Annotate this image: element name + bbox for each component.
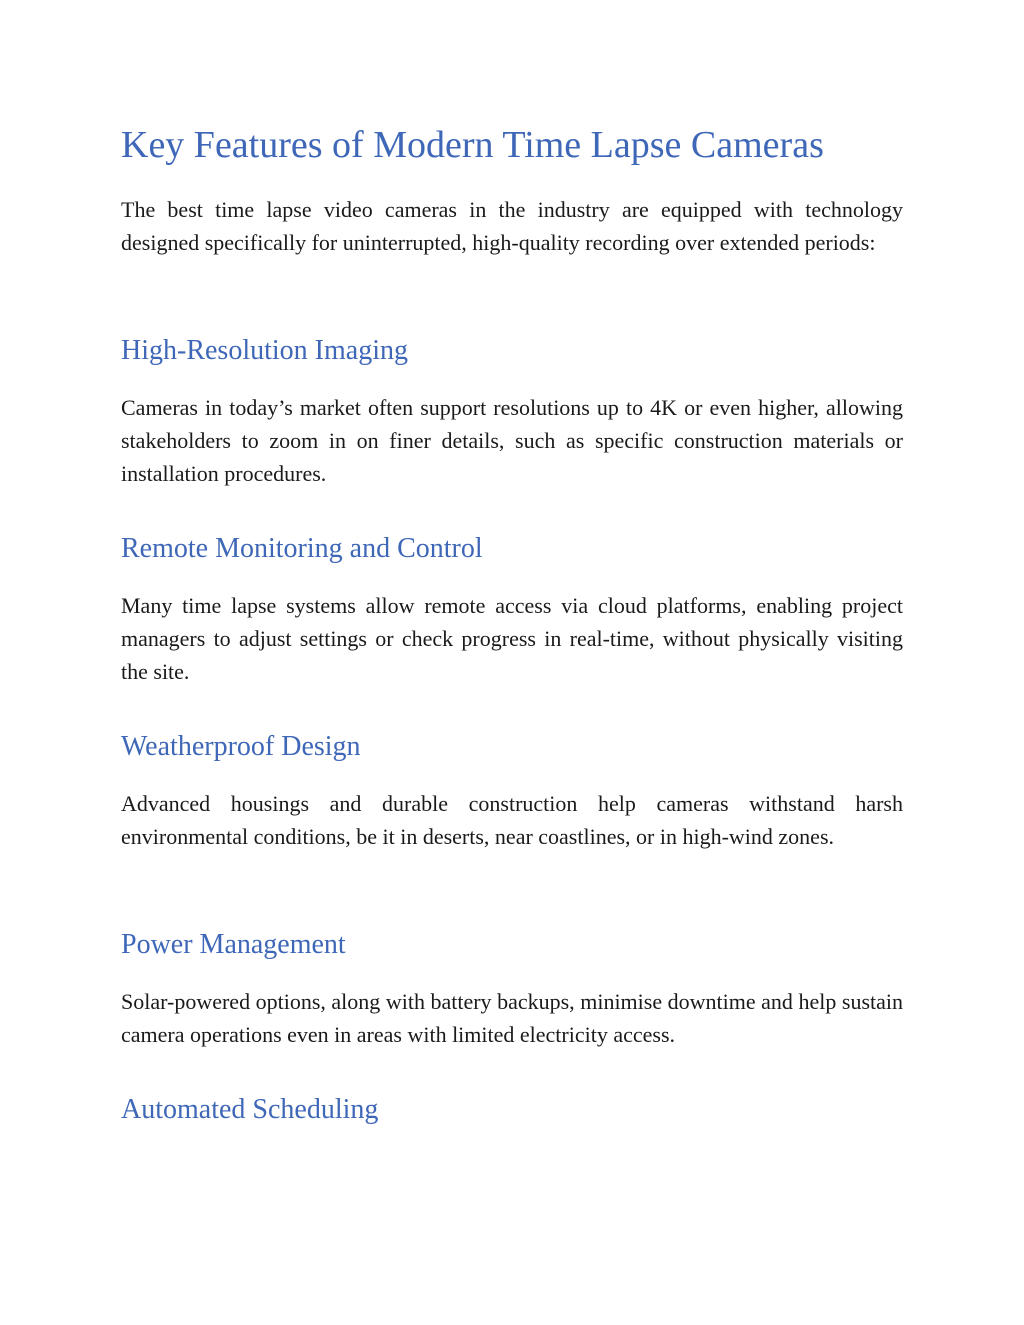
- section-heading-remote-monitoring: Remote Monitoring and Control: [121, 533, 483, 564]
- page-title: Key Features of Modern Time Lapse Cameras: [121, 124, 824, 166]
- section-heading-power-management: Power Management: [121, 929, 346, 960]
- section-heading-automated-scheduling: Automated Scheduling: [121, 1094, 379, 1125]
- intro-paragraph: The best time lapse video cameras in the industry are equipped with technology designed specifically for uninterrupted, high-quality recording over extended periods:: [121, 197, 903, 255]
- section-body-power-management: Solar-powered options, along with battery backups, minimise downtime and help sustain camera operations even in areas with limited electricity access.: [121, 989, 903, 1047]
- section-body-weatherproof-design: Advanced housings and durable construction help cameras withstand harsh environmental conditions, be it in deserts, near coastlines, or in high-wind zones.: [121, 791, 903, 849]
- section-body-remote-monitoring: Many time lapse systems allow remote access via cloud platforms, enabling project managers to adjust settings or check progress in real-time, without physically visiting the site.: [121, 593, 903, 684]
- section-body-high-resolution-imaging: Cameras in today’s market often support resolutions up to 4K or even higher, allowing stakeholders to zoom in on finer details, such as specific construction materials or installation procedures.: [121, 395, 903, 486]
- section-heading-high-resolution-imaging: High-Resolution Imaging: [121, 335, 408, 366]
- section-heading-weatherproof-design: Weatherproof Design: [121, 731, 361, 762]
